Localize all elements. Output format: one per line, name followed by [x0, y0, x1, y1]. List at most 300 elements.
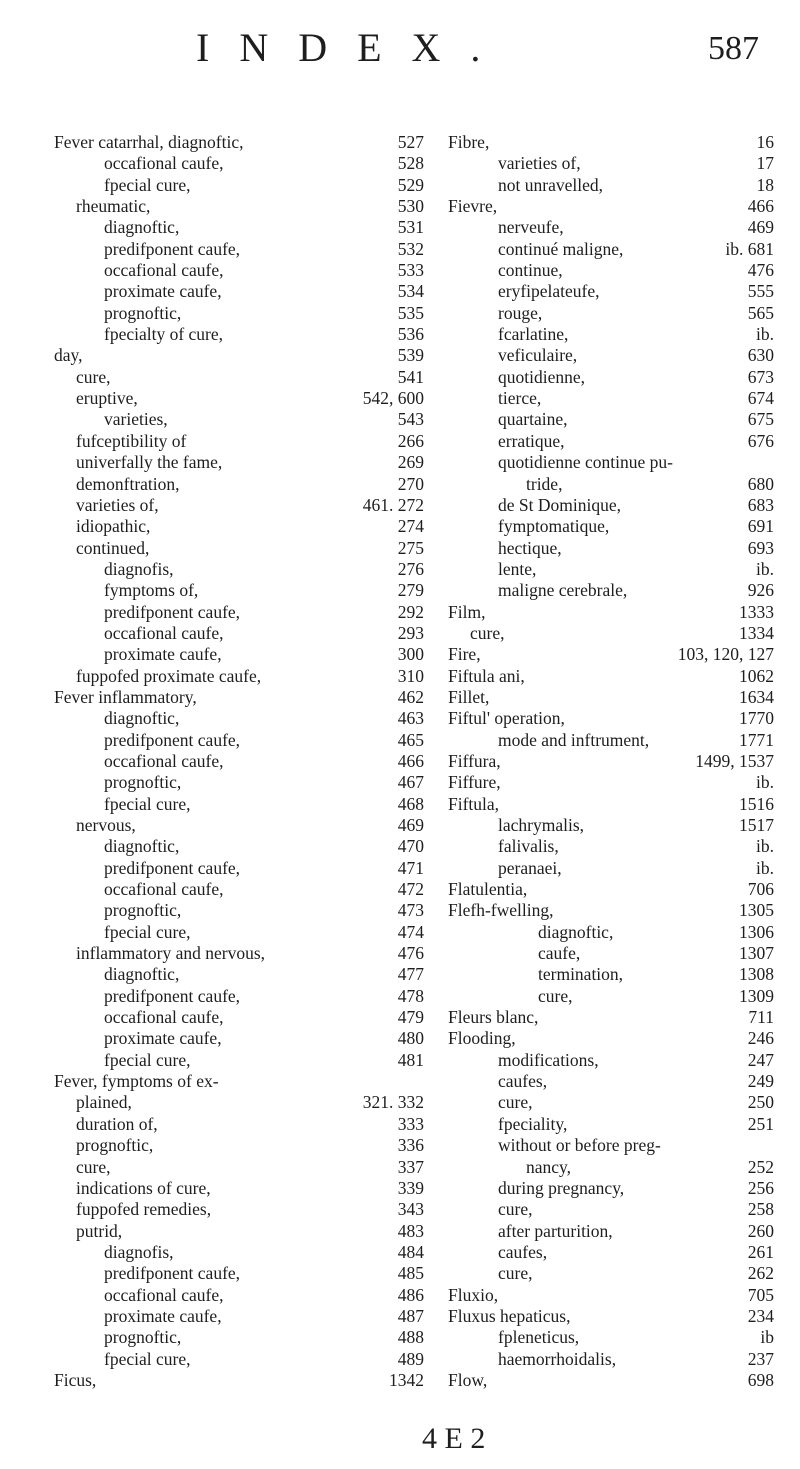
index-entry: [54, 303, 424, 324]
index-entry: [54, 281, 424, 302]
entry-page-ref: 266: [397, 430, 424, 451]
entry-page-ref: 533: [397, 260, 424, 281]
index-entry: [54, 964, 424, 985]
entry-page-ref: 237: [747, 1348, 774, 1369]
entry-page-ref: 462: [397, 686, 424, 707]
entry-page-ref: 535: [397, 302, 424, 323]
entry-term: univerfally the fame,: [76, 452, 223, 473]
index-entry: [448, 644, 774, 665]
entry-page-ref: 705: [747, 1284, 774, 1305]
entry-page-ref: 251: [747, 1113, 774, 1134]
entry-term: Flow,: [448, 1369, 488, 1390]
index-entry: [54, 794, 424, 815]
entry-page-ref: 711: [748, 1007, 774, 1028]
entry-term: occafional caufe,: [104, 750, 224, 771]
index-entry: [54, 452, 424, 473]
entry-page-ref: 292: [397, 601, 424, 622]
index-entry: [54, 474, 424, 495]
entry-page-ref: 542, 600: [362, 388, 424, 409]
entry-page-ref: 481: [397, 1049, 424, 1070]
entry-term: continued,: [76, 537, 150, 558]
page-number: 587: [708, 30, 759, 67]
entry-term: proximate caufe,: [104, 281, 222, 302]
entry-term: Fiffure,: [448, 772, 501, 793]
index-entry: [448, 751, 774, 772]
index-entry: [448, 431, 774, 452]
entry-page-ref: 336: [397, 1135, 424, 1156]
entry-term: peranaei,: [498, 857, 562, 878]
index-entry: [448, 623, 774, 644]
index-entry: [54, 644, 424, 665]
entry-term: Fillet,: [448, 686, 490, 707]
index-entry: [448, 175, 774, 196]
entry-page-ref: 1307: [739, 943, 774, 964]
entry-page-ref: 469: [747, 217, 774, 238]
entry-page-ref: 555: [747, 281, 774, 302]
entry-page-ref: 473: [397, 900, 424, 921]
entry-term: varieties of,: [76, 494, 159, 515]
entry-page-ref: 674: [747, 388, 774, 409]
index-entry: [448, 687, 774, 708]
running-title: INDEX.: [196, 25, 511, 70]
entry-term: Flefh-fwelling,: [448, 900, 554, 921]
index-entry: [54, 1071, 424, 1092]
entry-term: proximate caufe,: [104, 1305, 222, 1326]
index-entry: [448, 474, 774, 495]
entry-page-ref: 463: [397, 708, 424, 729]
entry-page-ref: 691: [747, 516, 774, 537]
index-entry: [54, 858, 424, 879]
entry-term: prognoftic,: [104, 1327, 182, 1348]
entry-term: not unravelled,: [498, 174, 603, 195]
entry-page-ref: 1308: [739, 964, 774, 985]
entry-term: lente,: [498, 558, 537, 579]
entry-page-ref: 527: [397, 132, 424, 152]
index-entry: [54, 1285, 424, 1306]
index-entry: [54, 986, 424, 1007]
entry-page-ref: 534: [397, 281, 424, 302]
entry-term: Fleurs blanc,: [448, 1007, 539, 1028]
entry-page-ref: 258: [747, 1199, 774, 1220]
entry-term: Fire,: [448, 644, 481, 665]
entry-page-ref: 262: [747, 1263, 774, 1284]
entry-page-ref: 680: [747, 473, 774, 494]
entry-term: nervous,: [76, 815, 136, 835]
entry-page-ref: 337: [397, 1156, 424, 1177]
index-entry: [448, 1242, 774, 1263]
index-entry: [448, 1199, 774, 1220]
index-entry: [54, 879, 424, 900]
index-entry: [448, 409, 774, 430]
entry-term: Fiftula ani,: [448, 665, 525, 686]
index-entry: [448, 879, 774, 900]
entry-page-ref: 339: [397, 1177, 424, 1198]
entry-page-ref: 469: [397, 815, 424, 835]
index-entry: [448, 495, 774, 516]
index-entry: [448, 538, 774, 559]
entry-page-ref: 536: [397, 324, 424, 345]
entry-term: predifponent caufe,: [104, 1263, 241, 1284]
index-entry: [448, 516, 774, 537]
entry-term: nerveufe,: [498, 217, 564, 238]
entry-term: fufceptibility of: [76, 430, 187, 451]
entry-term: cure,: [538, 985, 573, 1006]
entry-page-ref: 529: [397, 174, 424, 195]
entry-page-ref: 256: [747, 1177, 774, 1198]
page-header: [0, 22, 800, 82]
index-entry: [448, 1327, 774, 1348]
entry-page-ref: 1516: [739, 793, 774, 814]
signature-mark: 4 E 2: [422, 1422, 486, 1455]
index-entry: [54, 1199, 424, 1220]
entry-page-ref: 488: [397, 1327, 424, 1348]
entry-term: diagnoftic,: [104, 708, 180, 729]
entry-page-ref: 926: [747, 580, 774, 601]
index-entry: [54, 388, 424, 409]
entry-term: during pregnancy,: [498, 1177, 625, 1198]
index-entry: [54, 666, 424, 687]
index-entry: [54, 1007, 424, 1028]
entry-term: Fiffura,: [448, 750, 501, 771]
index-entry: [448, 196, 774, 217]
entry-term: indications of cure,: [76, 1177, 211, 1198]
index-entry: [54, 431, 424, 452]
index-entry: [448, 900, 774, 921]
entry-term: diagnoftic,: [538, 921, 614, 942]
index-entry: [448, 1071, 774, 1092]
entry-page-ref: ib.: [756, 857, 774, 878]
index-entry: [54, 538, 424, 559]
entry-page-ref: 270: [397, 473, 424, 494]
entry-term: prognoftic,: [104, 900, 182, 921]
entry-term: fuppofed proximate caufe,: [76, 665, 262, 686]
entry-term: Fiftula,: [448, 793, 500, 814]
index-entry: [54, 1263, 424, 1284]
index-entry: [448, 1114, 774, 1135]
entry-page-ref: 252: [747, 1156, 774, 1177]
entry-page-ref: 310: [397, 665, 424, 686]
entry-page-ref: 1634: [739, 686, 774, 707]
entry-page-ref: 1499, 1537: [695, 750, 774, 771]
entry-term: occafional caufe,: [104, 622, 224, 643]
entry-term: plained,: [76, 1092, 132, 1113]
entry-term: termination,: [538, 964, 624, 985]
entry-page-ref: 565: [747, 302, 774, 323]
entry-term: continue,: [498, 260, 563, 281]
entry-term: mode and inftrument,: [498, 729, 650, 750]
entry-term: fpecialty of cure,: [104, 324, 224, 345]
entry-term: diagnofis,: [104, 1241, 174, 1262]
index-entry: [448, 772, 774, 793]
entry-term: de St Dominique,: [498, 494, 621, 515]
entry-term: varieties,: [104, 409, 168, 430]
entry-term: fpecial cure,: [104, 793, 191, 814]
entry-page-ref: 16: [756, 132, 774, 152]
index-entry: [54, 132, 424, 153]
entry-page-ref: 1333: [739, 601, 774, 622]
index-entry: [54, 239, 424, 260]
entry-page-ref: 293: [397, 622, 424, 643]
entry-term: caufes,: [498, 1241, 548, 1262]
entry-term: fpecial cure,: [104, 1049, 191, 1070]
entry-term: cure,: [470, 622, 505, 643]
entry-term: predifponent caufe,: [104, 601, 241, 622]
entry-page-ref: 483: [397, 1220, 424, 1241]
entry-term: Fever, fymptoms of ex-: [54, 1071, 219, 1092]
index-entry: [54, 1178, 424, 1199]
entry-page-ref: 487: [397, 1305, 424, 1326]
entry-page-ref: 1517: [739, 815, 774, 835]
index-entry: [448, 964, 774, 985]
entry-page-ref: ib: [760, 1327, 774, 1348]
entry-page-ref: 706: [747, 879, 774, 900]
entry-term: lachrymalis,: [498, 815, 585, 835]
index-entry: [54, 1306, 424, 1327]
entry-page-ref: 276: [397, 558, 424, 579]
entry-page-ref: 477: [397, 964, 424, 985]
index-entry: [448, 324, 774, 345]
index-entry: [54, 495, 424, 516]
index-entry: [54, 153, 424, 174]
index-entry: [54, 1135, 424, 1156]
entry-page-ref: 476: [397, 943, 424, 964]
entry-page-ref: 530: [397, 196, 424, 217]
entry-term: quotidienne continue pu-: [498, 452, 673, 473]
index-entry: [448, 666, 774, 687]
entry-page-ref: 279: [397, 580, 424, 601]
entry-term: falivalis,: [498, 836, 559, 857]
index-entry: [54, 1157, 424, 1178]
entry-term: caufe,: [538, 943, 581, 964]
index-entry: [54, 1092, 424, 1113]
entry-page-ref: ib.: [756, 558, 774, 579]
entry-term: Fever inflammatory,: [54, 686, 197, 707]
entry-page-ref: 466: [747, 196, 774, 217]
entry-term: cure,: [498, 1199, 533, 1220]
entry-term: proximate caufe,: [104, 644, 222, 665]
entry-term: tierce,: [498, 388, 542, 409]
index-entry: [448, 1263, 774, 1284]
index-entry: [448, 943, 774, 964]
entry-page-ref: 260: [747, 1220, 774, 1241]
index-entry: [448, 1178, 774, 1199]
entry-page-ref: 468: [397, 793, 424, 814]
entry-term: Fievre,: [448, 196, 498, 217]
entry-term: prognoftic,: [104, 772, 182, 793]
entry-page-ref: 484: [397, 1241, 424, 1262]
entry-term: Ficus,: [54, 1369, 97, 1390]
entry-page-ref: 465: [397, 729, 424, 750]
index-entry: [448, 1050, 774, 1071]
index-entry: [54, 1349, 424, 1370]
index-entry: [448, 922, 774, 943]
entry-page-ref: 103, 120, 127: [677, 644, 774, 665]
entry-page-ref: 274: [397, 516, 424, 537]
entry-term: fpecial cure,: [104, 1348, 191, 1369]
entry-page-ref: 234: [747, 1305, 774, 1326]
entry-page-ref: 541: [397, 366, 424, 387]
entry-page-ref: ib.: [756, 772, 774, 793]
index-entry: [448, 559, 774, 580]
index-entry: [448, 217, 774, 238]
index-entry: [448, 239, 774, 260]
index-entry: [448, 1370, 774, 1391]
index-entry: [54, 196, 424, 217]
entry-page-ref: 539: [397, 345, 424, 366]
entry-term: predifponent caufe,: [104, 729, 241, 750]
entry-term: Fluxus hepaticus,: [448, 1305, 571, 1326]
index-entry: [54, 217, 424, 238]
entry-term: fuppofed remedies,: [76, 1199, 212, 1220]
entry-page-ref: 343: [397, 1199, 424, 1220]
entry-term: proximate caufe,: [104, 1028, 222, 1049]
entry-term: eruptive,: [76, 388, 138, 409]
index-entry: [54, 751, 424, 772]
entry-term: fcarlatine,: [498, 324, 569, 345]
entry-term: duration of,: [76, 1113, 158, 1134]
entry-term: fymptoms of,: [104, 580, 199, 601]
index-entry: [54, 1242, 424, 1263]
entry-page-ref: 470: [397, 836, 424, 857]
index-entry: [448, 1092, 774, 1113]
index-entry: [448, 1007, 774, 1028]
index-entry: [54, 900, 424, 921]
entry-page-ref: 1770: [739, 708, 774, 729]
entry-page-ref: 250: [747, 1092, 774, 1113]
entry-page-ref: 485: [397, 1263, 424, 1284]
entry-page-ref: 1306: [739, 921, 774, 942]
index-entry: [54, 1050, 424, 1071]
index-entry: [54, 602, 424, 623]
index-entry: [448, 1221, 774, 1242]
index-entry: [54, 815, 424, 836]
index-entry: [54, 1221, 424, 1242]
left-index-column: [54, 132, 424, 1391]
index-entry: [448, 708, 774, 729]
entry-term: Fiftul' operation,: [448, 708, 565, 729]
entry-term: haemorrhoidalis,: [498, 1348, 617, 1369]
entry-page-ref: 321. 332: [362, 1092, 424, 1113]
index-entry: [448, 281, 774, 302]
entry-page-ref: 466: [397, 750, 424, 771]
entry-page-ref: 247: [747, 1049, 774, 1070]
entry-term: rheumatic,: [76, 196, 151, 217]
entry-term: cure,: [498, 1263, 533, 1284]
index-entry: [448, 730, 774, 751]
entry-page-ref: 675: [747, 409, 774, 430]
entry-term: fymptomatique,: [498, 516, 610, 537]
entry-page-ref: 474: [397, 921, 424, 942]
index-entry: [54, 367, 424, 388]
index-entry: [448, 1285, 774, 1306]
index-entry: [54, 175, 424, 196]
index-entry: [448, 132, 774, 153]
right-index-column: [448, 132, 774, 1391]
entry-page-ref: 486: [397, 1284, 424, 1305]
entry-term: cure,: [76, 366, 111, 387]
entry-term: quartaine,: [498, 409, 568, 430]
index-entry: [448, 1157, 774, 1178]
index-entry: [54, 836, 424, 857]
entry-term: tride,: [526, 473, 563, 494]
entry-term: diagnoftic,: [104, 964, 180, 985]
entry-term: occafional caufe,: [104, 153, 224, 174]
index-entry: [54, 345, 424, 366]
index-entry: [448, 1349, 774, 1370]
entry-term: diagnoftic,: [104, 217, 180, 238]
index-entry: [54, 324, 424, 345]
entry-term: veficulaire,: [498, 345, 578, 366]
index-entry: [54, 1370, 424, 1391]
entry-term: occafional caufe,: [104, 879, 224, 900]
entry-term: caufes,: [498, 1071, 548, 1092]
entry-term: inflammatory and nervous,: [76, 943, 266, 964]
entry-term: predifponent caufe,: [104, 857, 241, 878]
entry-term: Flooding,: [448, 1028, 516, 1049]
entry-page-ref: 333: [397, 1113, 424, 1134]
entry-term: fpecial cure,: [104, 921, 191, 942]
entry-page-ref: 1334: [739, 622, 774, 643]
entry-page-ref: ib.: [756, 836, 774, 857]
entry-page-ref: 1342: [389, 1369, 424, 1390]
index-entry: [54, 687, 424, 708]
entry-page-ref: 1771: [739, 729, 774, 750]
entry-page-ref: 698: [747, 1369, 774, 1390]
index-entry: [448, 815, 774, 836]
index-entry: [54, 730, 424, 751]
entry-term: hectique,: [498, 537, 562, 558]
entry-term: without or before preg-: [498, 1135, 661, 1156]
entry-page-ref: 489: [397, 1348, 424, 1369]
entry-page-ref: 17: [756, 153, 774, 174]
entry-page-ref: 269: [397, 452, 424, 473]
entry-page-ref: 480: [397, 1028, 424, 1049]
index-entry: [448, 580, 774, 601]
index-entry: [448, 388, 774, 409]
entry-page-ref: 249: [747, 1071, 774, 1092]
entry-page-ref: 471: [397, 857, 424, 878]
entry-page-ref: 461. 272: [362, 494, 424, 515]
entry-page-ref: 1062: [739, 665, 774, 686]
entry-page-ref: 275: [397, 537, 424, 558]
index-entry: [448, 153, 774, 174]
entry-term: eryfipelateufe,: [498, 281, 600, 302]
entry-term: Flatulentia,: [448, 879, 528, 900]
index-entry: [448, 1306, 774, 1327]
entry-term: occafional caufe,: [104, 1284, 224, 1305]
entry-term: cure,: [498, 1092, 533, 1113]
index-entry: [54, 559, 424, 580]
entry-page-ref: 246: [747, 1028, 774, 1049]
entry-page-ref: 532: [397, 238, 424, 259]
entry-page-ref: 630: [747, 345, 774, 366]
index-entry: [448, 345, 774, 366]
entry-page-ref: 261: [747, 1241, 774, 1262]
entry-term: cure,: [76, 1156, 111, 1177]
entry-page-ref: 476: [747, 260, 774, 281]
index-entry: [448, 260, 774, 281]
entry-page-ref: 1309: [739, 985, 774, 1006]
entry-term: diagnoftic,: [104, 836, 180, 857]
entry-term: Fibre,: [448, 132, 490, 152]
entry-page-ref: 531: [397, 217, 424, 238]
index-entry: [448, 1028, 774, 1049]
index-entry: [54, 1114, 424, 1135]
entry-page-ref: 18: [756, 174, 774, 195]
entry-page-ref: ib.: [756, 324, 774, 345]
entry-page-ref: 543: [397, 409, 424, 430]
entry-term: Fluxio,: [448, 1284, 499, 1305]
